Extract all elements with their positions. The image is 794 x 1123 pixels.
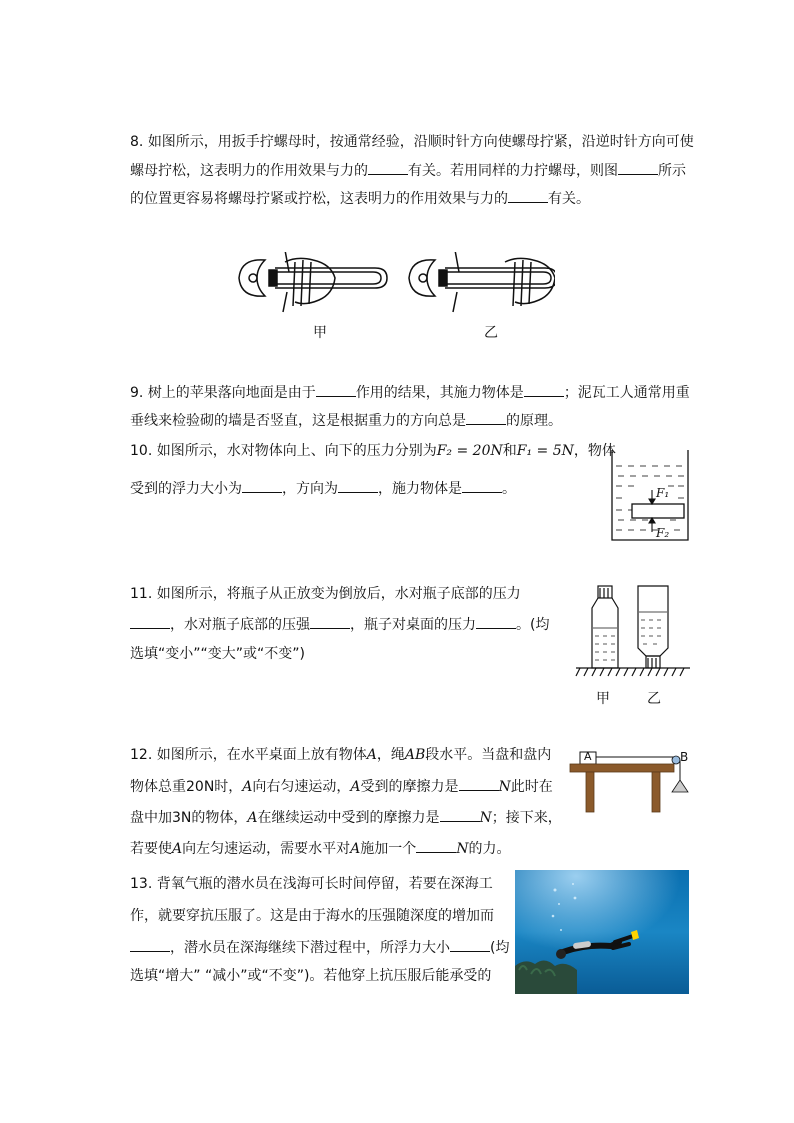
- question-number: 11.: [130, 586, 153, 602]
- text: 段水平。当盘和盘内: [425, 747, 552, 763]
- buoyancy-figure: [608, 448, 692, 544]
- answer-blank[interactable]: [416, 838, 456, 853]
- answer-blank[interactable]: [618, 160, 658, 175]
- text: 若要使: [130, 841, 172, 857]
- answer-blank[interactable]: [440, 807, 480, 822]
- q13-line-3: [130, 937, 509, 958]
- bottle-jia: [592, 586, 618, 668]
- text: 此时在: [510, 779, 553, 795]
- text: 的原理。: [506, 413, 562, 429]
- q10-line-1: [130, 441, 616, 461]
- text: 如图所示，用扳手拧螺母时，按通常经验，沿顺时针方向使螺母拧紧，沿逆时针方向可使: [147, 134, 694, 150]
- text: 向左匀速运动，需要水平对: [182, 841, 351, 857]
- text: ，施力物体是: [378, 481, 462, 497]
- text: ，水对瓶子底部的压强: [170, 617, 310, 633]
- answer-blank[interactable]: [316, 382, 356, 397]
- q11-line-3: [130, 644, 305, 664]
- text: 所示: [658, 163, 686, 179]
- var-a: A: [350, 841, 361, 857]
- text: 如图所示，将瓶子从正放变为倒放后，水对瓶子底部的压力: [156, 586, 521, 602]
- caption-jia: 甲: [313, 325, 327, 341]
- caption-jia: 甲: [596, 691, 610, 707]
- table-leg: [586, 772, 594, 812]
- diver-photo: [515, 870, 689, 994]
- text: 如图所示，水对物体向上、向下的压力分别为: [156, 443, 437, 459]
- var-a: A: [350, 779, 361, 795]
- table-surface: [576, 668, 690, 676]
- answer-blank[interactable]: [462, 478, 502, 493]
- table-top: [570, 764, 674, 772]
- scale-pan: [672, 780, 688, 792]
- bottle-figure: [574, 582, 692, 680]
- answer-blank[interactable]: [459, 776, 499, 791]
- question-number: 9.: [130, 385, 144, 401]
- text: 背氧气瓶的潜水员在浅海可长时间停留，若要在深海工: [156, 876, 493, 892]
- unit-n: N: [456, 841, 469, 857]
- text: ，物体: [573, 443, 616, 459]
- q11-line-2: [130, 614, 549, 635]
- q9-line-2: [130, 410, 562, 431]
- force-f1-value: F₁ = 5N: [516, 443, 574, 459]
- label-a: A: [584, 750, 592, 763]
- answer-blank[interactable]: [130, 937, 170, 952]
- q12-line-3: [130, 807, 562, 828]
- label-b: B: [680, 750, 689, 764]
- q13-line-4: [130, 966, 491, 986]
- text: 和: [502, 443, 517, 459]
- weight-value: 3N: [172, 810, 192, 826]
- text: 。(均: [516, 617, 550, 633]
- answer-blank[interactable]: [242, 478, 282, 493]
- q13-line-2: [130, 906, 494, 926]
- submerged-block: [632, 504, 684, 518]
- text: 垂线来检验砌的墙是否竖直，这是根据重力的方向总是: [130, 413, 466, 429]
- question-number: 13.: [130, 876, 153, 892]
- unit-n: N: [479, 810, 492, 826]
- q11-line-1: [130, 584, 521, 604]
- answer-blank[interactable]: [476, 614, 516, 629]
- coral-reef: [515, 960, 577, 994]
- text: 有关。: [548, 191, 590, 207]
- text: 在继续运动中受到的摩擦力是: [257, 810, 440, 826]
- text: 向右匀速运动，: [252, 779, 351, 795]
- water-yi: [639, 612, 667, 644]
- text: 受到的摩擦力是: [360, 779, 459, 795]
- q8-line-3: [130, 188, 590, 209]
- question-number: 10.: [130, 443, 153, 459]
- text: 有关。若用同样的力拧螺母，则图: [408, 163, 618, 179]
- text: 受到的浮力大小为: [130, 481, 242, 497]
- bottle-yi: [638, 586, 668, 668]
- answer-blank[interactable]: [130, 614, 170, 629]
- unit-n: N: [498, 779, 511, 795]
- question-number: 8.: [130, 134, 144, 150]
- text: ，方向为: [282, 481, 338, 497]
- answer-blank[interactable]: [368, 160, 408, 175]
- q12-line-4: [130, 838, 511, 859]
- text: ；接下来，: [491, 810, 562, 826]
- text: 的力。: [468, 841, 511, 857]
- answer-blank[interactable]: [338, 478, 378, 493]
- answer-blank[interactable]: [524, 382, 564, 397]
- text: 物体总重: [130, 779, 186, 795]
- q8-line-2: [130, 160, 686, 181]
- text: 。: [502, 481, 516, 497]
- text: 时，: [214, 779, 243, 795]
- water-jia: [593, 628, 617, 660]
- wrench-figure: [235, 252, 555, 314]
- text: 螺母拧松，这表明力的作用效果与力的: [130, 163, 368, 179]
- var-a: A: [172, 841, 183, 857]
- text: ，潜水员在深海继续下潜过程中，所浮力大小: [170, 940, 450, 956]
- answer-blank[interactable]: [466, 410, 506, 425]
- q12-line-1: [130, 745, 551, 765]
- answer-blank[interactable]: [450, 937, 490, 952]
- text: ；泥瓦工人通常用重: [563, 385, 690, 401]
- q8-line-1: [130, 132, 694, 152]
- q9-line-1: [130, 382, 690, 403]
- text: 的物体，: [191, 810, 248, 826]
- text: 选填“变小”“变大”或“不变”): [130, 646, 305, 662]
- water-container: [612, 450, 688, 540]
- question-number: 12.: [130, 747, 153, 763]
- answer-blank[interactable]: [310, 614, 350, 629]
- text: (均: [490, 940, 510, 956]
- wrench-jia: [239, 252, 387, 312]
- var-a: A: [366, 747, 377, 763]
- weight-value: 20N: [186, 779, 215, 795]
- text: 树上的苹果落向地面是由于: [147, 385, 316, 401]
- force-f2-value: F₂ = 20N: [436, 443, 503, 459]
- wrench-yi: [409, 252, 555, 312]
- answer-blank[interactable]: [508, 188, 548, 203]
- pulley: [672, 756, 680, 764]
- text: 选填“增大” “减小”或“不变”)。若他穿上抗压服后能承受的: [130, 968, 492, 984]
- label-f2: F₂: [656, 526, 670, 540]
- q10-line-2: [130, 478, 516, 499]
- text: ，瓶子对桌面的压力: [350, 617, 476, 633]
- table-leg: [652, 772, 660, 812]
- text: 如图所示，在水平桌面上放有物体: [156, 747, 367, 763]
- caption-yi: 乙: [484, 325, 498, 341]
- text: ，绳: [376, 747, 405, 763]
- text: 作用的结果，其施力物体是: [355, 385, 524, 401]
- q13-line-1: [130, 874, 493, 894]
- text: 盘中加: [130, 810, 172, 826]
- text: 施加一个: [360, 841, 417, 857]
- var-ab: AB: [404, 747, 426, 763]
- var-a: A: [242, 779, 253, 795]
- label-f1: F₁: [656, 486, 670, 500]
- q12-line-2: [130, 776, 553, 797]
- var-a: A: [247, 810, 258, 826]
- caption-yi: 乙: [647, 691, 661, 707]
- text: 作，就要穿抗压服了。这是由于海水的压强随深度的增加而: [130, 908, 494, 924]
- text: 的位置更容易将螺母拧紧或拧松，这表明力的作用效果与力的: [130, 191, 508, 207]
